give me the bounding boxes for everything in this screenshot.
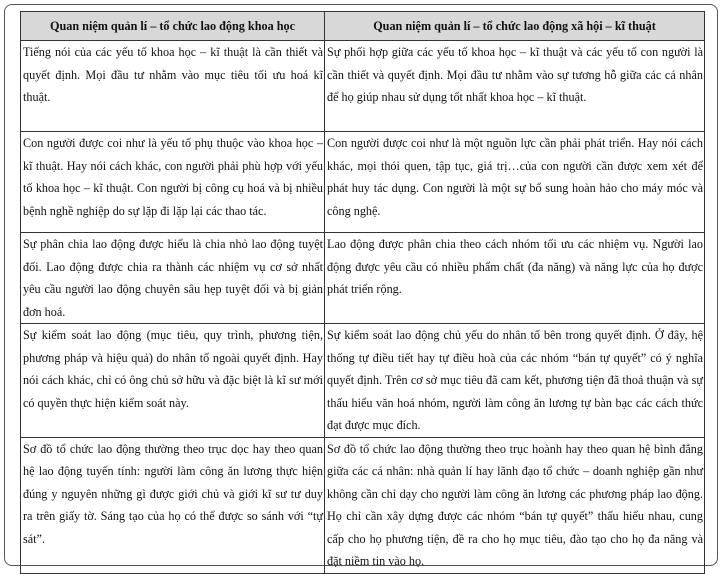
table-row bbox=[21, 41, 705, 132]
cell-right: Sơ đồ tổ chức lao động thường theo trục hoành hay theo quan hệ bình đẳng giữa các cá nhân: nhà quản lí hay lãnh đạo tổ chức – doanh nghiệp gần như không cần chỉ dạy cho người làm công ăn lương các phương pháp lao động. Họ chỉ cần xây dựng được các nhóm “bán tự quyết” thấu hiểu nhau, cung cấp cho họ phương tiện, đề ra cho họ mục tiêu, đào tạo cho họ đa năng và đặt niềm tin vào họ. bbox=[325, 437, 705, 573]
header-scientific-labor: Quan niệm quản lí – tổ chức lao động khoa học bbox=[21, 12, 325, 41]
cell-right: Sự phối hợp giữa các yếu tố khoa học – kĩ thuật và các yếu tố con người là cần thiết và quyết định. Mọi đầu tư nhằm vào sự tương hỗ giữa các cá nhân để họ giúp nhau sử dụng tốt nhất khoa học – kĩ thuật. bbox=[325, 41, 705, 132]
table-header-row bbox=[21, 12, 705, 41]
table-row bbox=[21, 437, 705, 573]
table-row bbox=[21, 132, 705, 233]
cell-right: Con người được coi như là một nguồn lực cần phải phát triển. Hay nói cách khác, mọi thói quen, tập tục, giá trị…của con người cần được xem xét để phát huy tác dụng. Con người là một sự bổ sung hoàn hảo cho máy móc và công nghệ. bbox=[325, 132, 705, 233]
cell-left: Tiếng nói của các yếu tố khoa học – kĩ thuật là cần thiết và quyết định. Mọi đầu tư nhằm vào mục tiêu tối ưu hoá kĩ thuật. bbox=[21, 41, 325, 132]
header-socio-technical-labor: Quan niệm quản lí – tổ chức lao động xã hội – kĩ thuật bbox=[325, 12, 705, 41]
cell-left: Sơ đồ tổ chức lao động thường theo trục dọc hay theo quan hệ lao động tuyến tính: người làm công ăn lương thực hiện đúng y nguyên những gì được giới chủ và giới kĩ sư tư duy ra trên giấy tờ. Sáng tạo của họ có thể được so sánh với “tự sát”. bbox=[21, 437, 325, 573]
cell-left: Sự phân chia lao động được hiểu là chia nhỏ lao động tuyệt đối. Lao động được chia ra thành các nhiệm vụ cơ sở nhất yêu cầu người lao động chuyên sâu hẹp tuyệt đối và bị giản đơn hoá. bbox=[21, 233, 325, 324]
cell-right: Lao động được phân chia theo cách nhóm tối ưu các nhiệm vụ. Người lao động được yêu cầu có nhiều phẩm chất (đa năng) và năng lực của họ được phát triển rộng. bbox=[325, 233, 705, 324]
comparison-table bbox=[20, 11, 705, 574]
table-row bbox=[21, 324, 705, 438]
cell-right: Sự kiểm soát lao động chủ yếu do nhân tố bên trong quyết định. Ở đây, hệ thống tự điều tiết hay tự điều hoà của các nhóm “bán tự quyết” có ý nghĩa quyết định. Trên cơ sở mục tiêu đã cam kết, phương tiện đã thoả thuận và sự thấu hiểu văn hoá nhóm, người làm công ăn lương tự bàn bạc các cách thức đạt được mục đích. bbox=[325, 324, 705, 438]
cell-left: Con người được coi như là yếu tố phụ thuộc vào khoa học – kĩ thuật. Hay nói cách khác, con người phải phù hợp với yếu tố khoa học – kĩ thuật. Con người bị công cụ hoá và bị nhiều bệnh nghề nghiệp do sự lặp đi lặp lại các thao tác. bbox=[21, 132, 325, 233]
table-row bbox=[21, 233, 705, 324]
cell-left: Sự kiểm soát lao động (mục tiêu, quy trình, phương tiện, phương pháp và hiệu quả) do nhân tố ngoài quyết định. Hay nói cách khác, chỉ có ông chủ sở hữu và đặc biệt là kĩ sư mới có quyền thực hiện kiểm soát này. bbox=[21, 324, 325, 438]
